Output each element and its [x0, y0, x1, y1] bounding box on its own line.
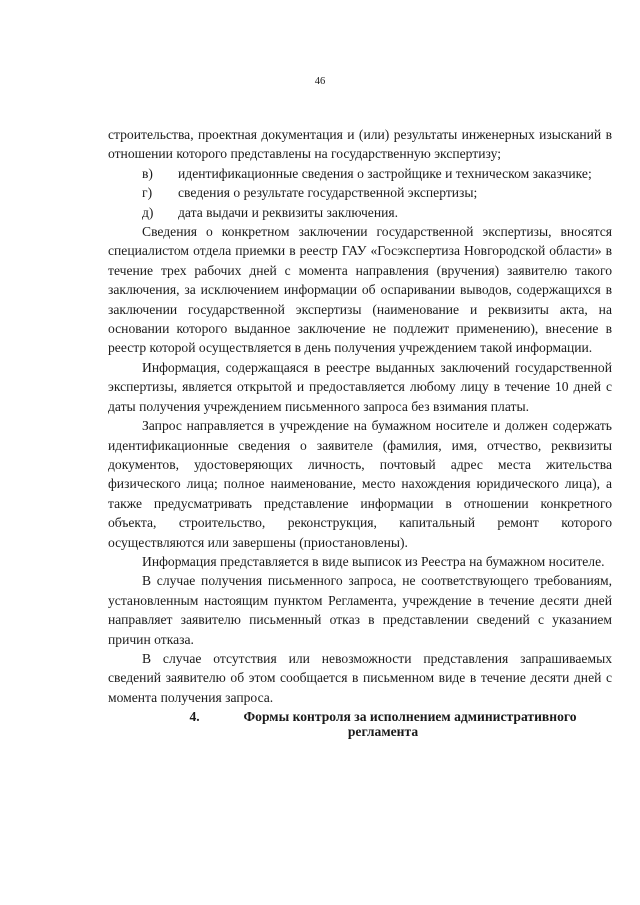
list-marker: г)	[142, 185, 153, 201]
paragraph: Сведения о конкретном заключении государственной экспертизы, вносятся специалистом отдела приемки в реестр ГАУ «Госэкспертиза Новгородской области» в течение трех рабочих дней с момента направления (вручения) заявителю такого заключения, за исключением информации об оспаривании выводов, содержащихся в заключении государственной экспертизы (наименование и реквизиты акта, на основании которого выданное заключение не подлежит применению), внесение в реестр которой осуществляется в день получения учреждением такой информации.	[108, 224, 612, 356]
list-marker: в)	[142, 165, 153, 181]
paragraph-continuation: строительства, проектная документация и (или) результаты инженерных изысканий в отношении которого представлены на государственную экспертизу;	[108, 127, 612, 162]
list-item-text: дата выдачи и реквизиты заключения.	[178, 204, 399, 220]
list-item-v	[108, 164, 612, 183]
list-item-d	[108, 203, 612, 222]
paragraph: Запрос направляется в учреждение на бумажном носителе и должен содержать идентификационные сведения о заявителе (фамилия, имя, отчество, реквизиты документов, удостоверяющих личность, почтовый адрес места жительства физического лица; полное наименование, место нахождения юридического лица), а также предусматривать представление информации в отношении конкретного объекта, строительство, реконструкция, капитальный ремонт которого осуществляются или завершены (приостановлены).	[108, 418, 612, 550]
list-item-g	[108, 183, 612, 202]
section-number: 4.	[189, 709, 200, 725]
section-title-line1: Формы контроля за исполнением административного	[243, 709, 577, 725]
paragraph: Информация представляется в виде выписок из Реестра на бумажном носителе.	[142, 553, 605, 569]
page-number: 46	[314, 76, 326, 87]
paragraph: В случае получения письменного запроса, не соответствующего требованиям, установленным настоящим пунктом Регламента, учреждение в течение десяти дней направляет заявителю письменный отказ в представлении сведений с указанием причин отказа.	[108, 573, 612, 647]
list-marker: д)	[142, 204, 154, 220]
list-item-text: идентификационные сведения о застройщике и техническом заказчике;	[178, 165, 592, 181]
paragraph: Информация, содержащаяся в реестре выданных заключений государственной экспертизы, является открытой и предоставляется любому лицу в течение 10 дней с даты получения учреждением письменного запроса без взимания платы.	[108, 359, 612, 414]
document-body	[108, 125, 612, 739]
list-item-text: сведения о результате государственной экспертизы;	[178, 185, 478, 201]
section-heading	[108, 709, 612, 739]
paragraph: В случае отсутствия или невозможности представления запрашиваемых сведений заявителю об этом сообщается в письменном виде в течение десяти дней с момента получения запроса.	[108, 650, 612, 705]
section-title-line2: регламента	[347, 724, 419, 740]
